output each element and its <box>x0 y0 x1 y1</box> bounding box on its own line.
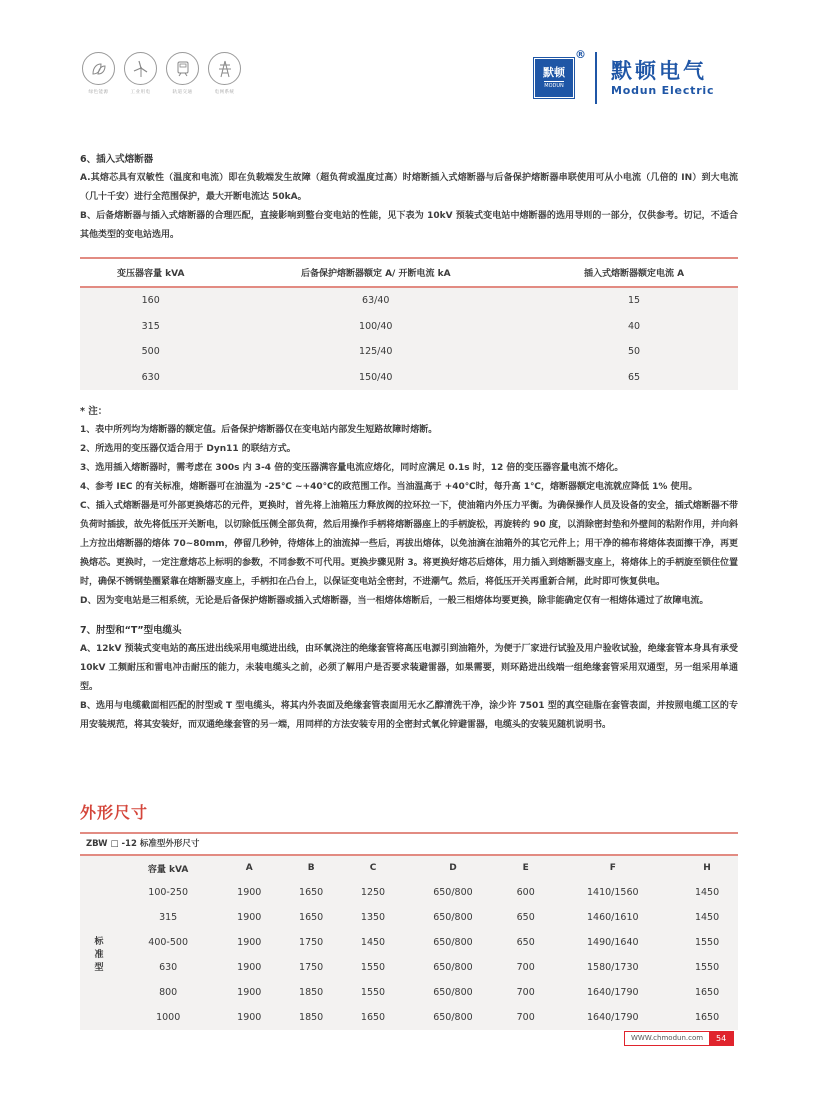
note-item: 3、选用插入熔断器时，需考虑在 300s 内 3-4 倍的变压器满容量电流应熔化，同时应满足 0.1s 时，12 倍的变压器容量电流不熔化。 <box>80 463 624 473</box>
logo-divider <box>595 52 597 104</box>
table-cell: 650/800 <box>433 937 473 948</box>
table-cell: 650/800 <box>433 1012 473 1023</box>
table-cell: 1650 <box>360 1012 386 1023</box>
table-cell: 800 <box>159 987 178 998</box>
table-row <box>80 905 738 930</box>
table-row <box>80 339 738 365</box>
table-cell: 700 <box>516 987 535 998</box>
section-7-para-a: A、12kV 预装式变电站的高压进出线采用电缆进出线，由环氧浇注的绝缘套管将高压电源引到油箱外，为便于厂家进行试验及用户验收试验，绝缘套管本身具有承受 10kV 工频耐压和雷电冲击耐压的能力，未装电缆头之前，必须了解用户是否要求装避雷器，如果需要，则环路进出线端一组绝缘套管采用双通型，另一组采用单通型。 <box>80 644 738 692</box>
table-cell: 400-500 <box>148 937 188 948</box>
column-header: C <box>369 863 377 873</box>
table-cell: 1850 <box>299 1012 324 1023</box>
table-cell: 15 <box>627 295 641 307</box>
column-header: B <box>307 863 315 873</box>
page-header <box>0 0 818 110</box>
brand-name <box>611 58 714 98</box>
power-tower-icon <box>208 52 241 85</box>
section-6-title: 6、插入式熔断器 <box>80 154 154 165</box>
icon-label: 绿色能源 <box>88 90 109 95</box>
note-item: 4、参考 IEC 的有关标准，熔断器可在油温为 -25℃ ~+40℃的政范围工作。当油温高于 +40℃时，每升高 1℃，熔断器额定电流就应降低 1% 使用。 <box>80 482 698 492</box>
column-header-blank <box>80 856 118 880</box>
table-row <box>80 980 738 1005</box>
table-header-row <box>80 258 738 287</box>
notes-label: * 注： <box>80 406 108 417</box>
table-cell: 1450 <box>694 912 720 923</box>
table-cell: 1750 <box>299 962 324 973</box>
table-cell: 630 <box>141 371 160 383</box>
industry-icons <box>82 52 241 95</box>
table-cell: 1410/1560 <box>587 887 639 898</box>
brand-name-cn: 默顿电气 <box>611 59 707 83</box>
icon-item-power-grid <box>208 52 241 95</box>
table-cell: 150/40 <box>359 371 393 383</box>
icon-item-rail-transit <box>166 52 199 95</box>
table-cell: 1650 <box>299 887 324 898</box>
table-cell: 1650 <box>299 912 324 923</box>
table-cell: 500 <box>141 346 160 358</box>
table-row <box>80 314 738 340</box>
icon-label: 工业用电 <box>130 90 151 95</box>
table-cell: 1490/1640 <box>587 937 639 948</box>
table-cell: 1000 <box>156 1012 181 1023</box>
table-cell: 1650 <box>694 987 720 998</box>
column-header: 后备保护熔断器额定 A/ 开断电流 kA <box>221 258 530 287</box>
column-header: D <box>449 863 457 873</box>
table-cell: 700 <box>516 962 535 973</box>
table-cell: 600 <box>516 887 535 898</box>
table-cell: 1450 <box>694 887 720 898</box>
table-cell: 1900 <box>237 937 262 948</box>
logo-mark <box>535 59 573 97</box>
table-cell: 1350 <box>360 912 386 923</box>
table-header-row <box>80 856 738 880</box>
table-cell: 1900 <box>237 887 262 898</box>
logo-mark-en: MODUN <box>544 83 564 89</box>
table-cell: 650 <box>516 912 535 923</box>
table-cell: 160 <box>141 295 160 307</box>
table-cell: 1900 <box>237 912 262 923</box>
table-cell: 650 <box>516 937 535 948</box>
column-header: 插入式熔断器额定电流 A <box>530 258 738 287</box>
table-cell: 315 <box>141 320 160 332</box>
table-cell: 100-250 <box>148 887 188 898</box>
dimensions-caption: ZBW □ -12 标准型外形尺寸 <box>80 832 738 856</box>
table-cell: 650/800 <box>433 987 473 998</box>
website-link[interactable]: WWW.chmodun.com <box>625 1032 709 1045</box>
table-cell: 1460/1610 <box>587 912 639 923</box>
logo-mark-cn: 默顿 <box>543 66 565 79</box>
table-cell: 315 <box>159 912 178 923</box>
table-cell: 100/40 <box>359 320 393 332</box>
dimensions-table <box>80 856 738 1030</box>
main-content <box>80 150 738 735</box>
table-cell: 1850 <box>299 987 324 998</box>
table-cell: 1900 <box>237 1012 262 1023</box>
table-cell: 700 <box>516 1012 535 1023</box>
table-row <box>80 1005 738 1030</box>
table-cell: 630 <box>159 962 178 973</box>
note-item: 2、所选用的变压器仅适合用于 Dyn11 的联结方式。 <box>80 444 296 454</box>
table-row <box>80 287 738 314</box>
column-header: F <box>609 863 616 873</box>
table-cell: 1640/1790 <box>587 1012 639 1023</box>
icon-item-industrial-power <box>124 52 157 95</box>
company-logo <box>535 48 715 104</box>
table-cell: 65 <box>627 371 641 383</box>
row-group-label-char: 型 <box>94 962 104 973</box>
wind-turbine-icon <box>124 52 157 85</box>
train-icon <box>166 52 199 85</box>
column-header: E <box>522 863 529 873</box>
table-row <box>80 930 738 955</box>
table-cell: 1900 <box>237 987 262 998</box>
column-header: A <box>245 863 253 873</box>
section-6-para-a: A.其熔芯具有双敏性（温度和电流）即在负载端发生故障（超负荷或温度过高）时熔断插入式熔断器与后备保护熔断器串联使用可从小电流（几倍的 IN）到大电流（几十千安）进行全范围保护，最大开断电流达 50kA。 <box>80 173 738 202</box>
table-row <box>80 955 738 980</box>
table-cell: 125/40 <box>359 346 393 358</box>
row-group-label-char: 准 <box>94 949 104 960</box>
table-cell: 1450 <box>360 937 386 948</box>
table-cell: 650/800 <box>433 962 473 973</box>
table-cell: 650/800 <box>433 912 473 923</box>
section-6-para-d: D、因为变电站是三相系统，无论是后备保护熔断器或插入式熔断器，当一相熔体熔断后，一般三相熔体均要更换，除非能确定仅有一相熔体通过了故障电流。 <box>80 596 709 606</box>
table-cell: 1580/1730 <box>587 962 639 973</box>
column-header: H <box>703 863 711 873</box>
dimensions-section <box>80 832 738 1030</box>
brand-name-en: Modun Electric <box>611 84 715 97</box>
row-group-label <box>80 880 118 1030</box>
table-cell: 650/800 <box>433 887 473 898</box>
section-7-title: 7、肘型和“T”型电缆头 <box>80 625 182 636</box>
column-header: 变压器容量 kVA <box>80 258 221 287</box>
table-cell: 1550 <box>694 937 720 948</box>
page-footer <box>624 1031 734 1046</box>
section-6-para-c: C、插入式熔断器是可外部更换熔芯的元件，更换时，首先将上油箱压力释放阀的拉环拉一下，使油箱内外压力平衡。为确保操作人员及设备的安全，插式熔断器不带负荷时插拔，故先将低压开关断电，以切除低压侧全部负荷，然后用操作手柄将熔断器座上的手柄旋松，再旋转约 90 度，以消除密封垫和外壁间的粘附作用，并向斜上方拉出熔断器的熔体 70~80mm，停留几秒钟，待熔体上的油流掉一些后，再拔出熔体，以免油滴在油箱外的其它元件上；用干净的棉布将熔体表面擦干净，再更换熔芯。更换时，一定注意熔芯上标明的参数，不同参数不可代用。更换步骤见附 3。将更换好熔芯后熔体，用力插入到熔断器支座上，将熔体上的手柄旋至锁住位置时，确保不锈钢垫圈紧靠在熔断器支座上，手柄扣在凸台上，以保证变电站全密封，不进潮气。然后，将低压开关再重新合闸，此时即可恢复供电。 <box>80 501 738 587</box>
table-cell: 40 <box>627 320 641 332</box>
row-group-label-char: 标 <box>94 936 104 947</box>
table-row <box>80 880 738 905</box>
section-6-para-b: B、后备熔断器与插入式熔断器的合理匹配，直接影响到整台变电站的性能，见下表为 10kV 预装式变电站中熔断器的选用导则的一部分，仅供参考。切记，不适合其他类型的变电站选用。 <box>80 211 738 240</box>
table-cell: 1650 <box>694 1012 720 1023</box>
page-number: 54 <box>709 1032 733 1045</box>
table-cell: 63/40 <box>362 295 390 307</box>
table-cell: 1550 <box>694 962 720 973</box>
table-cell: 1550 <box>360 987 386 998</box>
column-header: 容量 kVA <box>147 864 189 875</box>
icon-label: 电网系统 <box>214 90 235 95</box>
icon-label: 轨道交通 <box>172 90 193 95</box>
section-7-para-b: B、选用与电缆截面相匹配的肘型或 T 型电缆头，将其内外表面及绝缘套管表面用无水乙醇清洗干净，涂少许 7501 型的真空硅脂在套管表面，并按照电缆工区的专用安装规范，将其安装好，而双通绝缘套管的另一端，用同样的方法安装专用的全密封式氧化锌避雷器，电缆头的安装见随机说明书。 <box>80 701 738 730</box>
icon-item-green-energy <box>82 52 115 95</box>
table-cell: 1550 <box>360 962 386 973</box>
notes-block <box>80 402 738 611</box>
table-row <box>80 365 738 391</box>
table-cell: 50 <box>627 346 641 358</box>
table-cell: 1750 <box>299 937 324 948</box>
table-cell: 1250 <box>360 887 386 898</box>
dimensions-title: 外形尺寸 <box>80 803 149 822</box>
fuse-selection-table <box>80 257 738 390</box>
leaf-icon <box>82 52 115 85</box>
table-cell: 1900 <box>237 962 262 973</box>
note-item: 1、表中所列均为熔断器的额定值。后备保护熔断器仅在变电站内部发生短路故障时熔断。 <box>80 425 438 435</box>
table-cell: 1640/1790 <box>587 987 639 998</box>
registered-mark: ® <box>575 48 586 61</box>
